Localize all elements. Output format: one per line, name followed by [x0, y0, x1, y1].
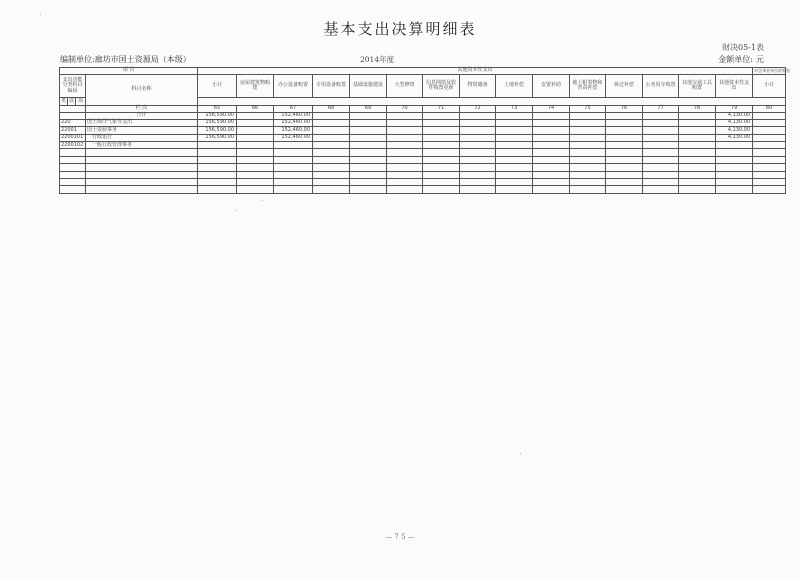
row-value: [274, 186, 313, 193]
row-value: [753, 134, 786, 141]
row-value: 156,590.00: [198, 119, 237, 126]
row-value: [643, 156, 679, 163]
row-name: [86, 164, 198, 171]
row-name: 一般行政管理事务: [86, 142, 198, 149]
row-value: [313, 171, 350, 178]
row-code: 220: [60, 119, 86, 126]
row-name: [86, 149, 198, 156]
row-code: [60, 112, 86, 119]
row-value: [350, 127, 387, 134]
row-value: [606, 142, 643, 149]
scan-speck: [520, 453, 521, 454]
page-number: — 7 5 —: [385, 533, 415, 541]
row-value: [570, 112, 606, 119]
col-number: 80: [753, 106, 786, 113]
row-value: [350, 156, 387, 163]
row-value: [679, 171, 716, 178]
row-value: [643, 142, 679, 149]
row-value: [570, 149, 606, 156]
row-value: [496, 171, 533, 178]
row-value: [496, 142, 533, 149]
row-value: [643, 119, 679, 126]
table-row: [60, 156, 786, 163]
row-code: 2200102: [60, 142, 86, 149]
row-value: [679, 149, 716, 156]
row-value: [606, 186, 643, 193]
unit-label: 编制单位:: [60, 55, 95, 64]
row-name: 行政运行: [86, 134, 198, 141]
row-value: [460, 127, 496, 134]
header-col: 信息网络及软件购置更新: [423, 75, 460, 98]
row-value: [237, 127, 274, 134]
row-value: [387, 142, 423, 149]
header-col: 其他资本性支出: [716, 75, 753, 98]
row-value: [274, 164, 313, 171]
row-value: 4,130.00: [716, 127, 753, 134]
row-value: [753, 127, 786, 134]
table-row: [60, 186, 786, 193]
row-value: [237, 112, 274, 119]
header-kuan: 款: [69, 97, 75, 104]
row-code: [60, 186, 86, 193]
header-col: 拆迁补偿: [606, 75, 643, 98]
row-value: [274, 179, 313, 186]
col-number: 70: [387, 106, 423, 113]
row-name: 合计: [86, 112, 198, 119]
row-value: [753, 149, 786, 156]
col-number: 66: [237, 106, 274, 113]
row-value: [387, 127, 423, 134]
row-value: [350, 112, 387, 119]
row-value: [423, 119, 460, 126]
row-name: [86, 156, 198, 163]
row-value: [606, 179, 643, 186]
row-value: [679, 164, 716, 171]
row-value: [606, 171, 643, 178]
header-col: 公务用车购置: [643, 75, 679, 98]
header-col: 物资储备: [460, 75, 496, 98]
table-row: [60, 164, 786, 171]
col-number: 65: [198, 106, 237, 113]
row-value: [387, 164, 423, 171]
table-row: [60, 171, 786, 178]
amount-unit-value: 元: [756, 55, 764, 64]
row-value: [496, 149, 533, 156]
row-value: [237, 156, 274, 163]
row-value: [423, 149, 460, 156]
fiscal-year: 2014年度: [360, 55, 395, 64]
header-col: 办公设备购置: [274, 75, 313, 98]
col-number: 71: [423, 106, 460, 113]
row-value: [423, 156, 460, 163]
row-value: [753, 171, 786, 178]
row-value: [237, 149, 274, 156]
row-value: [533, 156, 570, 163]
row-value: [313, 127, 350, 134]
row-value: [313, 149, 350, 156]
row-value: [496, 127, 533, 134]
row-value: [387, 179, 423, 186]
row-value: [387, 112, 423, 119]
header-col: 大型修缮: [387, 75, 423, 98]
row-code: 22001: [60, 127, 86, 134]
row-value: 4,130.00: [716, 112, 753, 119]
row-value: [274, 171, 313, 178]
row-value: [237, 134, 274, 141]
row-value: [198, 164, 237, 171]
row-value: [533, 186, 570, 193]
row-value: 4,130.00: [716, 134, 753, 141]
table-row: [60, 179, 786, 186]
reporting-unit: [60, 54, 191, 65]
scan-speck: [262, 200, 263, 201]
row-value: [533, 149, 570, 156]
row-value: [198, 186, 237, 193]
row-value: [198, 179, 237, 186]
row-value: [350, 186, 387, 193]
row-value: 152,460.00: [274, 112, 313, 119]
row-value: [679, 112, 716, 119]
row-value: [460, 164, 496, 171]
row-value: [198, 156, 237, 163]
row-value: [753, 179, 786, 186]
row-value: [496, 112, 533, 119]
row-value: [198, 149, 237, 156]
row-value: [350, 119, 387, 126]
row-value: [496, 164, 533, 171]
header-col: 专用设备购置: [313, 75, 350, 98]
row-value: [643, 127, 679, 134]
row-value: [198, 142, 237, 149]
row-label-lanci: 栏 次: [86, 106, 198, 113]
col-number: 67: [274, 106, 313, 113]
row-value: [460, 142, 496, 149]
row-value: [570, 171, 606, 178]
row-value: 156,590.00: [198, 134, 237, 141]
row-value: [423, 179, 460, 186]
row-name: [86, 171, 198, 178]
row-value: [423, 127, 460, 134]
row-value: [387, 156, 423, 163]
row-value: [274, 142, 313, 149]
row-value: [606, 127, 643, 134]
row-value: [387, 119, 423, 126]
row-value: [643, 112, 679, 119]
row-value: [313, 156, 350, 163]
row-value: [606, 164, 643, 171]
row-value: [496, 179, 533, 186]
row-value: [716, 156, 753, 163]
unit-name: 廊坊市国土资源局（本级）: [94, 55, 191, 64]
row-value: [716, 149, 753, 156]
row-value: 156,590.00: [198, 112, 237, 119]
row-value: [274, 156, 313, 163]
row-value: [387, 186, 423, 193]
row-name: [86, 186, 198, 193]
header-xiang: 项: [76, 98, 86, 106]
col-number: 76: [606, 106, 643, 113]
row-value: [716, 142, 753, 149]
row-code: [60, 179, 86, 186]
row-value: [496, 186, 533, 193]
row-value: [533, 119, 570, 126]
row-value: 4,130.00: [716, 119, 753, 126]
row-value: [606, 112, 643, 119]
row-value: [570, 142, 606, 149]
row-value: [533, 134, 570, 141]
col-number: 68: [313, 106, 350, 113]
row-value: [313, 134, 350, 141]
header-col: 土地补偿: [496, 75, 533, 98]
row-value: 152,460.00: [274, 127, 313, 134]
row-value: [274, 149, 313, 156]
row-value: [679, 179, 716, 186]
row-value: [237, 186, 274, 193]
header-kemu-name: 科目名称: [86, 75, 198, 106]
row-value: [753, 164, 786, 171]
amount-unit: [718, 54, 764, 65]
row-value: [496, 156, 533, 163]
row-value: [753, 156, 786, 163]
header-col: 小计: [753, 75, 786, 98]
row-name: 国土资源事务: [86, 127, 198, 134]
row-value: [606, 134, 643, 141]
col-number: 78: [679, 106, 716, 113]
col-number: 69: [350, 106, 387, 113]
row-value: [460, 119, 496, 126]
table-row: [60, 127, 786, 134]
row-value: [460, 112, 496, 119]
row-name: 国土海洋气象等支出: [86, 119, 198, 126]
row-value: [387, 171, 423, 178]
row-value: [643, 134, 679, 141]
header-col: 小计: [198, 75, 237, 98]
row-value: [533, 127, 570, 134]
row-value: [570, 134, 606, 141]
row-value: [313, 164, 350, 171]
row-value: [753, 142, 786, 149]
row-value: [679, 156, 716, 163]
expenditure-table: [59, 67, 791, 194]
row-code: [60, 164, 86, 171]
header-col: 地上附着物和青苗补偿: [570, 75, 606, 98]
row-value: [423, 186, 460, 193]
row-value: [753, 112, 786, 119]
row-value: [753, 186, 786, 193]
col-number: 72: [460, 106, 496, 113]
row-value: [716, 186, 753, 193]
row-value: [716, 164, 753, 171]
row-value: [533, 142, 570, 149]
row-name: [86, 179, 198, 186]
row-value: [237, 179, 274, 186]
row-value: [460, 156, 496, 163]
row-value: [198, 171, 237, 178]
row-value: [460, 179, 496, 186]
col-number: 77: [643, 106, 679, 113]
row-value: [460, 149, 496, 156]
row-value: [423, 142, 460, 149]
row-value: [570, 119, 606, 126]
row-value: [387, 134, 423, 141]
row-value: [716, 171, 753, 178]
row-value: [643, 149, 679, 156]
row-value: [387, 149, 423, 156]
row-value: [496, 119, 533, 126]
row-value: [753, 119, 786, 126]
row-value: [350, 134, 387, 141]
row-value: [237, 142, 274, 149]
header-side-note: 对企事业单位的补贴: [754, 67, 791, 73]
row-value: [533, 171, 570, 178]
row-value: [313, 142, 350, 149]
header-code-caption: 支出功能分类科目编码: [60, 75, 86, 98]
row-value: [570, 127, 606, 134]
row-value: [313, 112, 350, 119]
amount-unit-label: 金额单位:: [718, 55, 753, 64]
row-value: [496, 134, 533, 141]
row-value: [643, 179, 679, 186]
row-value: [423, 171, 460, 178]
row-value: [606, 156, 643, 163]
header-col: 基础设施建设: [350, 75, 387, 98]
table-row: [60, 119, 786, 126]
row-value: [643, 186, 679, 193]
row-value: [313, 179, 350, 186]
row-value: [679, 186, 716, 193]
row-value: [679, 127, 716, 134]
row-value: [679, 142, 716, 149]
row-value: [643, 171, 679, 178]
row-value: [313, 186, 350, 193]
row-value: [350, 164, 387, 171]
row-value: [350, 149, 387, 156]
row-value: [606, 119, 643, 126]
row-value: [460, 186, 496, 193]
row-value: [643, 164, 679, 171]
row-value: 152,460.00: [274, 134, 313, 141]
scan-speck: [40, 14, 41, 15]
col-number: 74: [533, 106, 570, 113]
col-number: 79: [716, 106, 753, 113]
header-group-title: 其他资本性支出: [198, 68, 753, 75]
row-code: [60, 149, 86, 156]
row-code: [60, 156, 86, 163]
header-col: 其他交通工具购置: [679, 75, 716, 98]
row-value: [237, 119, 274, 126]
row-value: 156,590.00: [198, 127, 237, 134]
row-value: [533, 164, 570, 171]
row-value: [237, 164, 274, 171]
table-row: [60, 112, 786, 119]
row-value: [570, 156, 606, 163]
row-value: [423, 164, 460, 171]
row-value: [679, 134, 716, 141]
header-col: 房屋建筑物购建: [237, 75, 274, 98]
row-value: [350, 179, 387, 186]
row-value: [460, 171, 496, 178]
row-value: [679, 119, 716, 126]
table-row: [60, 142, 786, 149]
col-number: 75: [570, 106, 606, 113]
row-value: [570, 164, 606, 171]
row-value: [350, 171, 387, 178]
table-row: [60, 134, 786, 141]
row-code: [60, 171, 86, 178]
col-number: 73: [496, 106, 533, 113]
row-value: [570, 186, 606, 193]
page-title: 基本支出决算明细表: [323, 20, 477, 38]
row-code: 2200101: [60, 134, 86, 141]
row-value: [423, 134, 460, 141]
row-value: [533, 179, 570, 186]
row-value: 152,460.00: [274, 119, 313, 126]
form-number: 财决05-1表: [722, 43, 764, 52]
row-value: [606, 149, 643, 156]
row-value: [533, 112, 570, 119]
row-value: [570, 179, 606, 186]
header-xiangmu: 项 目: [60, 68, 198, 75]
row-value: [716, 179, 753, 186]
row-value: [350, 142, 387, 149]
row-value: [313, 119, 350, 126]
row-value: [423, 112, 460, 119]
scan-speck: [236, 210, 237, 211]
row-value: [460, 134, 496, 141]
table-row: [60, 149, 786, 156]
header-col: 安置补助: [533, 75, 570, 98]
row-value: [237, 171, 274, 178]
header-lei: 类: [61, 97, 67, 104]
